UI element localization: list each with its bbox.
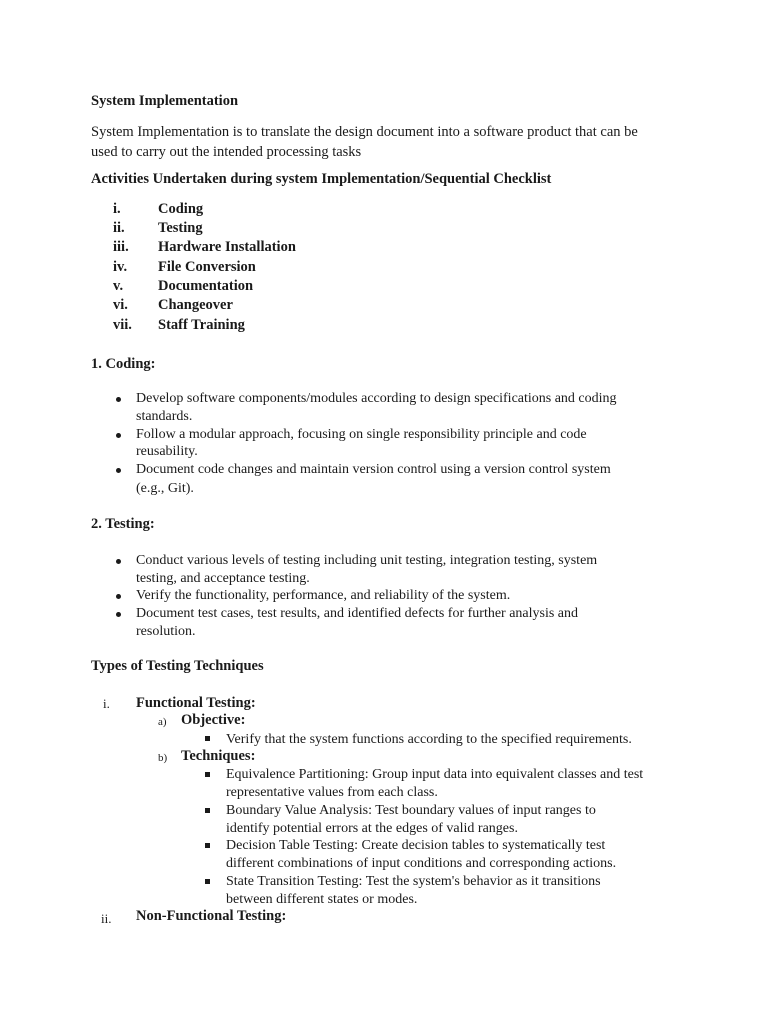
objective-marker: a)	[158, 716, 167, 728]
checklist-number: v.	[113, 278, 124, 294]
activities-heading: Activities Undertaken during system Implementation/Sequential Checklist	[91, 171, 552, 187]
nonfunctional-number: ii.	[101, 911, 112, 926]
testing-heading: 2. Testing:	[91, 516, 155, 532]
list-item-continuation: reusability.	[136, 444, 198, 459]
list-item-continuation: standards.	[136, 409, 193, 424]
checklist-number: ii.	[113, 220, 125, 236]
checklist-number: vi.	[113, 297, 128, 313]
document-title: System Implementation	[91, 93, 239, 109]
technique-item: Decision Table Testing: Create decision tables to systematically test	[226, 838, 606, 853]
objective-item: Verify that the system functions according to the specified requirements.	[226, 732, 632, 747]
technique-item: Equivalence Partitioning: Group input data into equivalent classes and test	[226, 767, 644, 782]
checklist-item: Changeover	[158, 297, 233, 313]
checklist-item: Hardware Installation	[158, 239, 296, 255]
square-bullet-icon	[205, 772, 210, 777]
techniques-label: Techniques:	[181, 748, 256, 764]
list-item: Document test cases, test results, and identified defects for further analysis and	[136, 606, 579, 621]
bullet-icon	[116, 468, 121, 473]
list-item-continuation: testing, and acceptance testing.	[136, 571, 310, 586]
bullet-icon	[116, 594, 121, 599]
functional-testing-heading: Functional Testing:	[136, 695, 256, 711]
checklist-number: vii.	[113, 317, 132, 333]
checklist-number: iv.	[113, 259, 128, 275]
technique-item-continuation: between different states or modes.	[226, 892, 418, 907]
list-item: Develop software components/modules according to design specifications and coding	[136, 391, 617, 406]
checklist-item: Testing	[158, 220, 203, 236]
technique-item-continuation: representative values from each class.	[226, 785, 438, 800]
checklist-item: Documentation	[158, 278, 254, 294]
checklist-item: Coding	[158, 201, 204, 217]
techniques-heading: Types of Testing Techniques	[91, 658, 264, 674]
nonfunctional-testing-heading: Non-Functional Testing:	[136, 908, 287, 924]
checklist-item: Staff Training	[158, 317, 245, 333]
checklist-number: i.	[113, 201, 121, 217]
techniques-marker: b)	[158, 752, 168, 764]
list-item: Document code changes and maintain version control using a version control system	[136, 462, 611, 477]
bullet-icon	[116, 559, 121, 564]
technique-item-continuation: different combinations of input conditions and corresponding actions.	[226, 856, 617, 871]
technique-item-continuation: identify potential errors at the edges of valid ranges.	[226, 821, 518, 836]
intro-line-1: System Implementation is to translate the design document into a software product that can be	[91, 124, 638, 140]
list-item: Verify the functionality, performance, and reliability of the system.	[136, 588, 511, 603]
objective-label: Objective:	[181, 712, 246, 728]
functional-number: i.	[103, 696, 110, 711]
square-bullet-icon	[205, 808, 210, 813]
bullet-icon	[116, 612, 121, 617]
square-bullet-icon	[205, 843, 210, 848]
list-item-continuation: resolution.	[136, 624, 196, 639]
bullet-icon	[116, 433, 121, 438]
technique-item: Boundary Value Analysis: Test boundary values of input ranges to	[226, 803, 596, 818]
square-bullet-icon	[205, 879, 210, 884]
list-item-continuation: (e.g., Git).	[136, 481, 194, 496]
bullet-icon	[116, 397, 121, 402]
list-item: Conduct various levels of testing including unit testing, integration testing, system	[136, 553, 598, 568]
checklist-number: iii.	[113, 239, 129, 255]
coding-heading: 1. Coding:	[91, 356, 156, 372]
checklist-item: File Conversion	[158, 259, 256, 275]
intro-line-2: used to carry out the intended processing tasks	[91, 144, 362, 160]
square-bullet-icon	[205, 736, 210, 741]
list-item: Follow a modular approach, focusing on single responsibility principle and code	[136, 427, 587, 442]
technique-item: State Transition Testing: Test the system's behavior as it transitions	[226, 874, 601, 889]
